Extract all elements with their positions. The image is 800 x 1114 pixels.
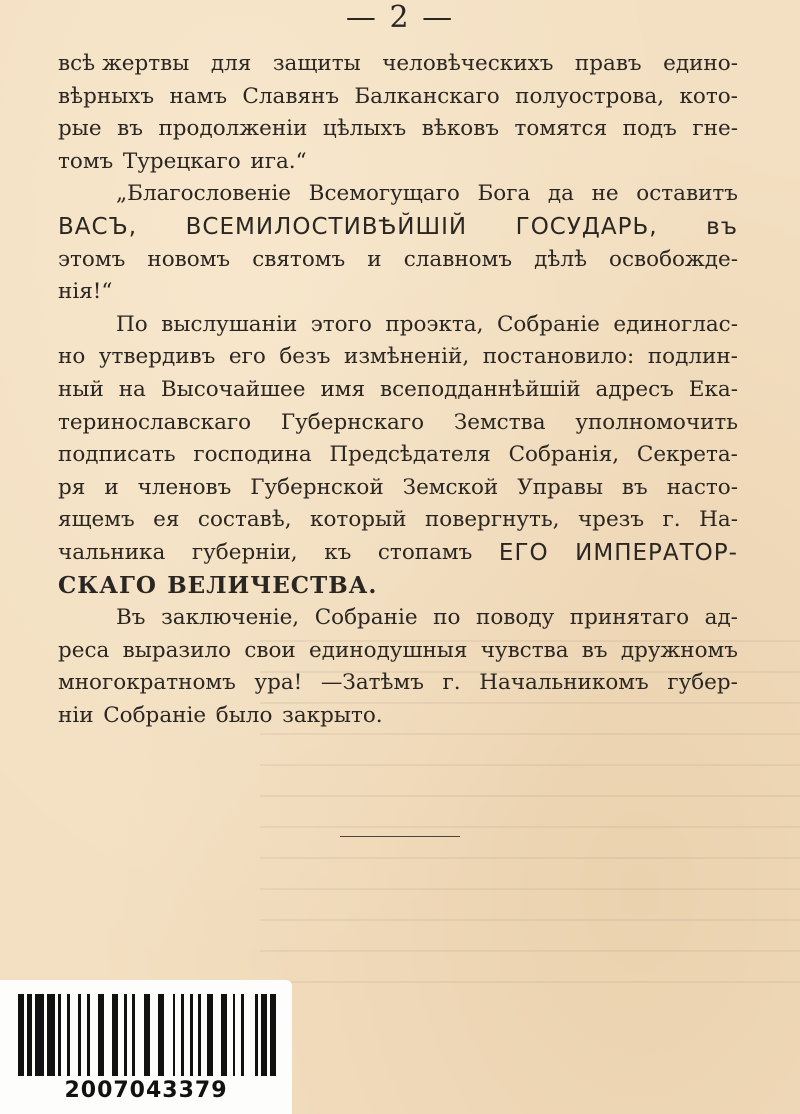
- word: было: [215, 702, 273, 728]
- word: Губернской: [250, 474, 384, 500]
- text-line: [58, 602, 738, 635]
- word: СКАГО: [58, 571, 157, 599]
- word: Собраніе: [496, 311, 600, 337]
- word: составѣ,: [197, 507, 292, 533]
- word: и: [367, 246, 382, 272]
- word: ура!: [254, 670, 303, 696]
- word: выслушаніи: [161, 311, 298, 337]
- text-line: [58, 439, 738, 472]
- word: ВСЕМИЛОСТИВѢЙШІЙ: [185, 213, 468, 240]
- word: ига.“: [250, 148, 307, 174]
- word: Управы: [517, 474, 603, 500]
- word: заключеніе,: [161, 605, 300, 631]
- word: ящемъ: [58, 507, 135, 533]
- word: поводу: [476, 605, 555, 631]
- text-line: [58, 211, 738, 244]
- barcode-bar: [213, 994, 222, 1076]
- word: да: [547, 181, 574, 207]
- word: по: [433, 605, 461, 631]
- word: —Затѣмъ: [320, 670, 424, 696]
- word: Губернскаго: [280, 409, 425, 435]
- barcode-bar: [135, 994, 144, 1076]
- word: Предсѣдателя: [329, 442, 491, 468]
- word: ея: [153, 507, 180, 533]
- word: имя: [320, 376, 366, 402]
- word: насто-: [666, 474, 738, 500]
- word: повергнуть,: [424, 507, 560, 533]
- word: въ: [621, 474, 648, 500]
- word: Турецкаго: [122, 148, 241, 174]
- word: въ: [117, 116, 143, 142]
- word: „Благословеніе: [116, 181, 292, 207]
- word: проэкта,: [385, 311, 484, 337]
- barcode-number: 2007043379: [64, 1078, 228, 1103]
- word: утвердивъ: [98, 344, 216, 370]
- word: Земства: [453, 409, 546, 435]
- word: ЕГО: [498, 539, 549, 566]
- text-line: [58, 374, 738, 407]
- word: безъ: [279, 344, 331, 370]
- word: въ: [706, 213, 738, 240]
- text-line: [58, 700, 738, 733]
- word: подписать: [58, 442, 176, 468]
- word: чальника: [58, 539, 166, 565]
- word: продолженіи: [158, 116, 308, 142]
- text-line: [58, 635, 738, 668]
- word: выразило: [122, 637, 232, 663]
- word: Собранія,: [508, 442, 620, 468]
- text-line: [58, 244, 738, 277]
- text-line: [58, 48, 738, 81]
- word: Начальникомъ: [479, 670, 649, 696]
- word: уполномочить: [575, 409, 738, 435]
- word: подъ: [622, 116, 677, 142]
- barcode-bar: [70, 994, 79, 1076]
- word: Славянъ: [242, 83, 339, 109]
- word: ВАСЪ,: [58, 213, 138, 240]
- word: къ: [324, 539, 352, 565]
- word: измѣненій,: [343, 344, 470, 370]
- word: его: [228, 344, 266, 370]
- word: этомъ: [58, 246, 126, 272]
- word: г.: [442, 670, 461, 696]
- word: святомъ: [252, 246, 346, 272]
- word: единоглас-: [613, 311, 738, 337]
- word: не: [591, 181, 619, 207]
- library-barcode-label: [0, 980, 292, 1114]
- barcode-bar: [270, 994, 276, 1076]
- text-line: [58, 113, 738, 146]
- word: чувства: [480, 637, 569, 663]
- word: На-: [699, 507, 738, 533]
- word: единодушныя: [309, 637, 468, 663]
- word: нія!“: [58, 279, 113, 305]
- word: всеподданнѣйшій: [380, 376, 581, 402]
- barcode-bar: [164, 994, 173, 1076]
- word: вѣковъ: [421, 116, 499, 142]
- word: многократномъ: [58, 670, 236, 696]
- word: на: [118, 376, 146, 402]
- text-line: [58, 472, 738, 505]
- word: адресъ: [595, 376, 674, 402]
- word: всѣ жертвы: [58, 51, 190, 76]
- word: славномъ: [403, 246, 513, 272]
- word: стопамъ: [377, 539, 473, 565]
- text-line: [58, 309, 738, 342]
- word: и: [104, 474, 119, 500]
- word: томятся: [514, 116, 608, 142]
- word: но: [58, 344, 86, 370]
- word: Ека-: [688, 376, 738, 402]
- text-line: [58, 570, 738, 603]
- word: Бога: [477, 181, 531, 207]
- text-line: [58, 178, 738, 211]
- word: ВЕЛИЧЕСТВА.: [167, 571, 378, 599]
- word: закрыто.: [282, 702, 383, 728]
- word: теринославскаго: [58, 409, 252, 435]
- word: освобожде-: [609, 246, 738, 272]
- word: этого: [310, 311, 372, 337]
- page-number: — 2 —: [345, 0, 455, 35]
- word: постановило:: [482, 344, 635, 370]
- word: принятаго: [569, 605, 690, 631]
- section-divider: [340, 836, 460, 837]
- word: вѣрныхъ: [58, 83, 155, 109]
- text-line: [58, 504, 738, 537]
- text-line: [58, 667, 738, 700]
- word: подлин-: [647, 344, 738, 370]
- word: Земской: [402, 474, 499, 500]
- body-text: [58, 48, 738, 732]
- word: ніи: [58, 702, 94, 728]
- word: гне-: [692, 116, 738, 142]
- barcode-bar: [150, 994, 159, 1076]
- word: едино-: [663, 51, 738, 76]
- word: дружномъ: [620, 637, 738, 663]
- word: Высочайшее: [160, 376, 306, 402]
- word: господина: [193, 442, 312, 468]
- word: человѣческихъ: [382, 51, 554, 76]
- word: томъ: [58, 148, 114, 174]
- word: членовъ: [137, 474, 232, 500]
- word: защиты: [272, 51, 361, 76]
- word: полуострова,: [515, 83, 665, 109]
- text-line: [58, 276, 738, 309]
- word: ад-: [704, 605, 738, 631]
- word: ря: [58, 474, 86, 500]
- barcode-bar: [104, 994, 113, 1076]
- text-line: [58, 146, 738, 179]
- word: ИМПЕРАТОР-: [575, 539, 738, 566]
- barcode-bar: [47, 994, 56, 1076]
- word: Всемогущаго: [308, 181, 460, 207]
- word: реса: [58, 637, 110, 663]
- word: свои: [244, 637, 296, 663]
- text-line: [58, 81, 738, 114]
- word: губерніи,: [191, 539, 298, 565]
- word: По: [116, 311, 148, 337]
- barcode-bar: [90, 994, 99, 1076]
- barcode-bar: [244, 994, 255, 1076]
- text-line: [58, 407, 738, 440]
- barcode-bar: [35, 994, 44, 1076]
- word: рые: [58, 116, 102, 142]
- word: цѣлыхъ: [322, 116, 407, 142]
- barcode-icon: [18, 994, 276, 1076]
- word: г.: [662, 507, 681, 533]
- word: ГОСУДАРЬ,: [515, 213, 658, 240]
- word: новомъ: [147, 246, 231, 272]
- word: чрезъ: [577, 507, 645, 533]
- word: кото-: [679, 83, 738, 109]
- word: Въ: [116, 605, 146, 631]
- word: Собраніе: [314, 605, 418, 631]
- word: въ: [581, 637, 608, 663]
- word: оставитъ: [636, 181, 738, 207]
- word: дѣлѣ: [534, 246, 587, 272]
- word: для: [210, 51, 252, 76]
- word: который: [310, 507, 407, 533]
- word: Секрета-: [636, 442, 738, 468]
- word: Собраніе: [103, 702, 207, 728]
- word: Балканскаго: [354, 83, 500, 109]
- word: намъ: [169, 83, 228, 109]
- word: правъ: [574, 51, 642, 76]
- text-line: [58, 537, 738, 570]
- word: губер-: [667, 670, 738, 696]
- word: ный: [58, 376, 104, 402]
- text-line: [58, 341, 738, 374]
